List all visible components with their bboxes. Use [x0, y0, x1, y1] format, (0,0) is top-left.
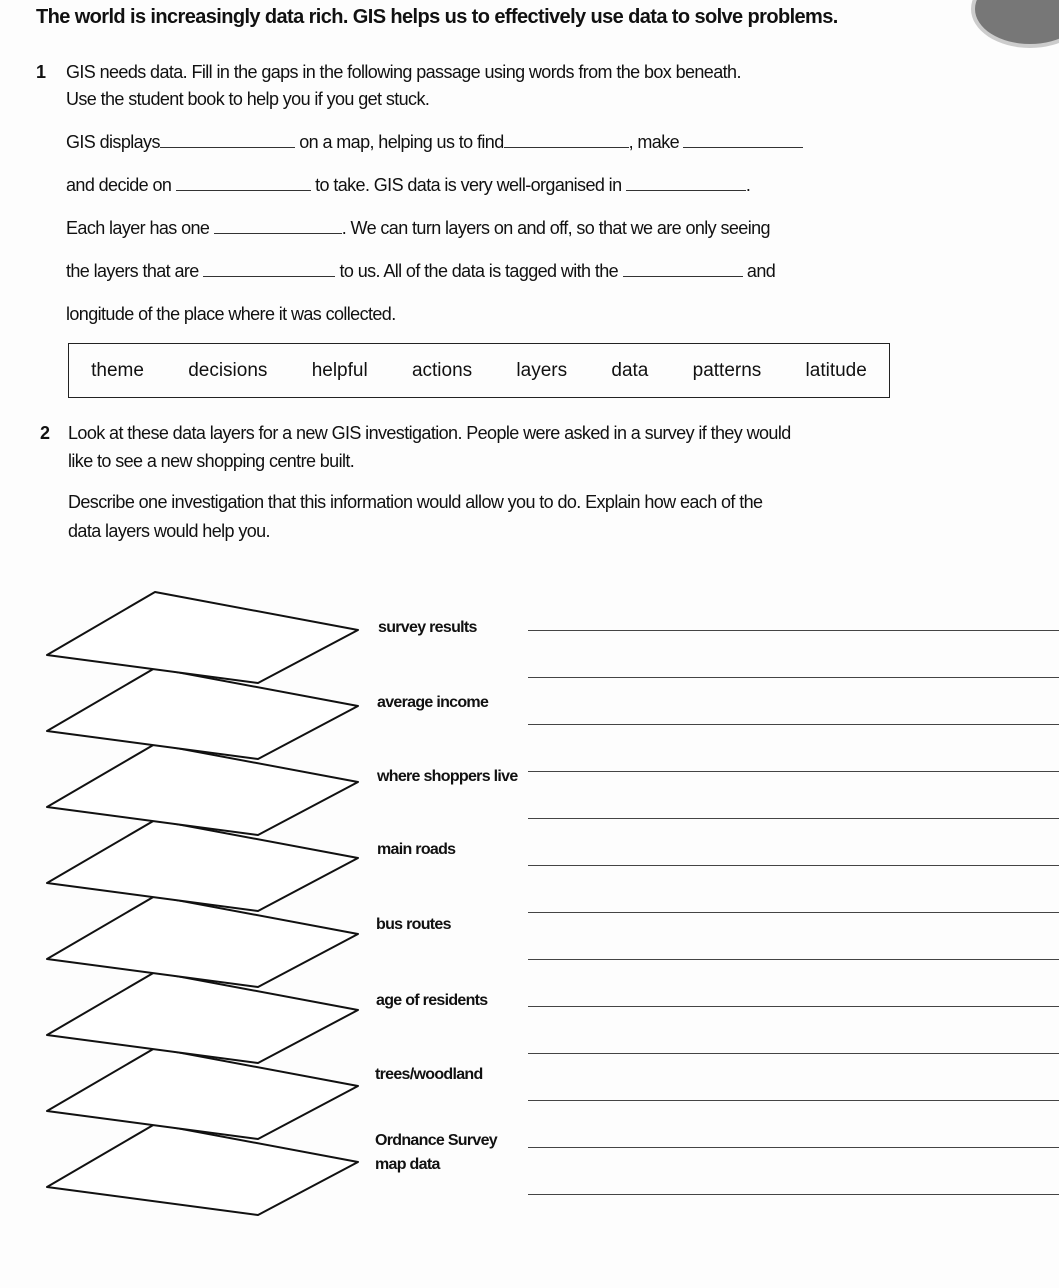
data-layer-sheet — [47, 896, 358, 987]
word-box-item: decisions — [188, 359, 268, 381]
question-1-instruction: GIS needs data. Fill in the gaps in the following passage using words from the box beneath. — [66, 62, 741, 82]
passage-text: to take. GIS data is very well-organised in — [315, 175, 622, 195]
passage-text: and decide on — [66, 175, 172, 195]
word-box-item: data — [611, 359, 649, 381]
layer-label: age of residents — [376, 992, 488, 1009]
layer-label: Ordnance Survey map data — [375, 1132, 498, 1173]
answer-line[interactable] — [528, 1147, 1059, 1148]
word-box-item: layers — [516, 359, 568, 381]
question-1-number: 1 — [36, 62, 46, 82]
answer-line[interactable] — [528, 818, 1059, 819]
data-layer-sheet — [47, 820, 358, 911]
word-box-item: patterns — [692, 359, 762, 381]
passage-text: and — [746, 261, 776, 281]
passage-text: to us. All of the data is tagged with the — [339, 261, 619, 281]
word-box-item: actions — [411, 359, 473, 381]
passage-text: on a map, helping us to find — [299, 132, 504, 152]
answer-line[interactable] — [528, 771, 1059, 772]
data-layer-sheet — [47, 972, 358, 1063]
answer-line[interactable] — [528, 865, 1059, 866]
answer-line[interactable] — [528, 724, 1059, 725]
data-layer-sheet — [47, 744, 358, 835]
answer-line[interactable] — [528, 630, 1059, 631]
passage-text: . We can turn layers on and off, so that we are only seeing — [341, 218, 770, 238]
passage-line-5: longitude of the place where it was collected. — [66, 304, 396, 324]
question-1-instruction: Use the student book to help you if you get stuck. — [66, 89, 430, 109]
question-2-instruction: data layers would help you. — [68, 521, 270, 541]
layer-label: average income — [377, 694, 489, 711]
layer-label: bus routes — [376, 916, 451, 933]
passage-text: Each layer has one — [66, 218, 210, 238]
word-box-item: theme — [91, 359, 144, 381]
answer-line[interactable] — [528, 912, 1059, 913]
passage-text: , make — [628, 132, 680, 152]
layer-label: where shoppers live — [377, 768, 518, 785]
answer-line[interactable] — [528, 1194, 1059, 1195]
layer-label: survey results — [378, 619, 477, 636]
question-2-instruction: Look at these data layers for a new GIS investigation. People were asked in a survey if they would — [68, 423, 791, 443]
word-box-item: helpful — [311, 359, 368, 381]
layer-label: trees/woodland — [375, 1066, 483, 1083]
answer-line[interactable] — [528, 677, 1059, 678]
word-box-item: latitude — [805, 359, 867, 381]
passage-text: . — [745, 175, 751, 195]
data-layer-sheet — [47, 1048, 358, 1139]
answer-line[interactable] — [528, 1100, 1059, 1101]
passage-text: GIS displays — [66, 132, 160, 152]
question-2-instruction: Describe one investigation that this information would allow you to do. Explain how each of the — [68, 492, 763, 512]
passage-text: the layers that are — [66, 261, 199, 281]
question-2-number: 2 — [40, 423, 50, 443]
layer-label: main roads — [377, 841, 456, 858]
data-layer-sheet — [47, 668, 358, 759]
data-layer-sheet — [47, 592, 358, 683]
answer-line[interactable] — [528, 959, 1059, 960]
question-2-instruction: like to see a new shopping centre built. — [68, 451, 355, 471]
answer-line[interactable] — [528, 1006, 1059, 1007]
page-title: The world is increasingly data rich. GIS helps us to effectively use data to solve problems. — [36, 6, 838, 28]
data-layer-sheet — [47, 1124, 358, 1215]
answer-line[interactable] — [528, 1053, 1059, 1054]
